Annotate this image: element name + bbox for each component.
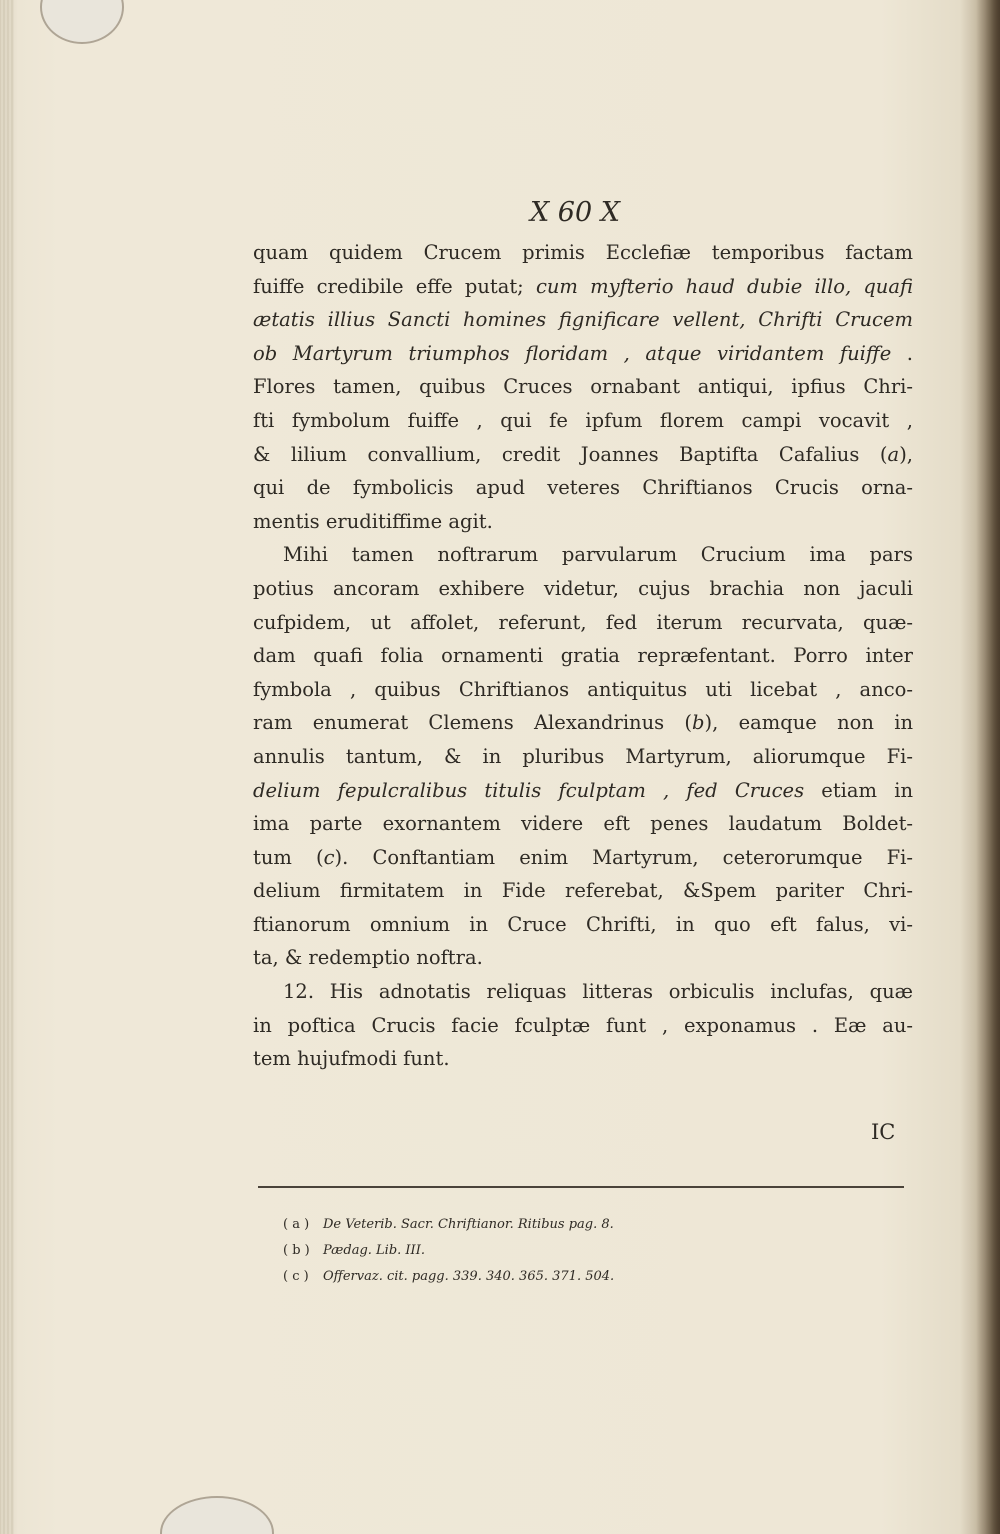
text-segment: ftianorum omnium in Cruce Chrifti, in quo eft falus, vi- (253, 912, 913, 936)
text-line (253, 236, 913, 270)
text-line (253, 841, 913, 875)
text-line (253, 303, 913, 337)
text-line (253, 370, 913, 404)
text-segment: cufpidem, ut affolet, referunt, fed iterum recurvata, quæ- (253, 610, 913, 634)
text-segment: fymbola , quibus Chriftianos antiquitus uti licebat , anco- (253, 677, 913, 701)
text-segment: ). Conftantiam enim Martyrum, ceterorumque Fi- (334, 845, 913, 869)
text-line (253, 673, 913, 707)
text-line (253, 1009, 913, 1043)
text-segment: dam quafi folia ornamenti gratia repræfentant. Porro inter (253, 644, 913, 668)
italic-text-segment: cum myfterio haud dubie illo, quafi (535, 274, 914, 298)
italic-text-segment: ob Martyrum triumphos floridam , atque viridantem fuiffe (253, 341, 892, 365)
footnote (283, 1238, 883, 1264)
italic-text-segment: delium fepulcralibus titulis fculptam , fed Cruces (253, 778, 805, 802)
footnote-mark: ( b ) (283, 1243, 310, 1258)
text-segment: in poftica Crucis facie fculptæ funt , exponamus . Eæ au- (253, 1013, 913, 1037)
footnotes (283, 1212, 883, 1290)
text-segment: . (891, 341, 913, 365)
italic-text-segment: ætatis illius Sancti homines fignificare vellent, Chrifti Crucem (253, 308, 913, 332)
text-segment: delium firmitatem in Fide referebat, &Spem pariter Chri- (253, 879, 913, 903)
footnote-text: De Veterib. Sacr. Chriftianor. Ritibus pag. 8. (323, 1217, 614, 1232)
text-line (253, 505, 913, 539)
text-segment: fti fymbolum fuiffe , qui fe ipfum florem campi vocavit , (253, 408, 913, 432)
text-segment: ram enumerat Clemens Alexandrinus ( (253, 711, 693, 735)
page-edge-right (976, 0, 1000, 1534)
text-segment: tum ( (253, 845, 324, 869)
text-segment: mentis eruditiffime agit. (253, 509, 493, 533)
italic-text-segment: a (887, 442, 900, 466)
footnote (283, 1264, 883, 1290)
text-segment: quam quidem Crucem primis Ecclefiæ temporibus factam (253, 241, 913, 264)
text-line (253, 572, 913, 606)
catchword: IC (871, 1120, 896, 1144)
body-text (253, 236, 913, 1076)
text-line (253, 1042, 913, 1076)
text-line (253, 941, 913, 975)
text-line (253, 774, 913, 808)
text-segment: etiam in (804, 778, 914, 802)
text-segment: tem hujufmodi funt. (253, 1047, 450, 1071)
text-segment: ima parte exornantem videre eft penes laudatum Boldet- (253, 812, 913, 836)
text-segment: & lilium convallium, credit Joannes Baptifta Cafalius ( (253, 442, 888, 466)
page-number-header: Ⅹ 60 Ⅹ (530, 197, 620, 228)
text-line (253, 538, 913, 572)
text-segment: annulis tantum, & in pluribus Martyrum, aliorumque Fi- (253, 744, 913, 768)
page-tab-top (40, 0, 124, 44)
text-line (253, 337, 913, 371)
text-line (253, 874, 913, 908)
text-line (253, 740, 913, 774)
italic-text-segment: c (323, 845, 335, 869)
text-segment: fuiffe credibile effe putat; (253, 274, 536, 298)
footnote-rule (258, 1186, 904, 1188)
text-segment: potius ancoram exhibere videtur, cujus brachia non jaculi (253, 576, 913, 600)
italic-text-segment: b (692, 711, 705, 735)
footnote-text: Offervaz. cit. pagg. 339. 340. 365. 371. 504. (323, 1269, 615, 1284)
text-segment: ta, & redemptio noftra. (253, 946, 483, 970)
text-line (253, 706, 913, 740)
footnote-mark: ( c ) (283, 1269, 309, 1284)
footnote-mark: ( a ) (283, 1217, 310, 1232)
text-line (253, 270, 913, 304)
text-line (253, 438, 913, 472)
page-tab-bottom (160, 1496, 274, 1534)
page-edge-left (0, 0, 14, 1534)
text-line (253, 471, 913, 505)
text-segment: Flores tamen, quibus Cruces ornabant antiqui, ipfius Chri- (253, 375, 913, 399)
text-segment: ), eamque non in (704, 711, 913, 735)
text-line (253, 606, 913, 640)
text-line (253, 639, 913, 673)
text-line (253, 908, 913, 942)
text-line (253, 807, 913, 841)
text-segment: Mihi tamen noftrarum parvularum Crucium ima pars (283, 543, 913, 567)
text-segment: 12. His adnotatis reliquas litteras orbiculis inclufas, quæ (283, 980, 913, 1004)
text-segment: ), (899, 442, 913, 466)
footnote-text: Pædag. Lib. III. (323, 1243, 425, 1258)
text-line (253, 404, 913, 438)
footnote (283, 1212, 883, 1238)
text-line (253, 975, 913, 1009)
text-segment: qui de fymbolicis apud veteres Chriftianos Crucis orna- (253, 476, 913, 500)
